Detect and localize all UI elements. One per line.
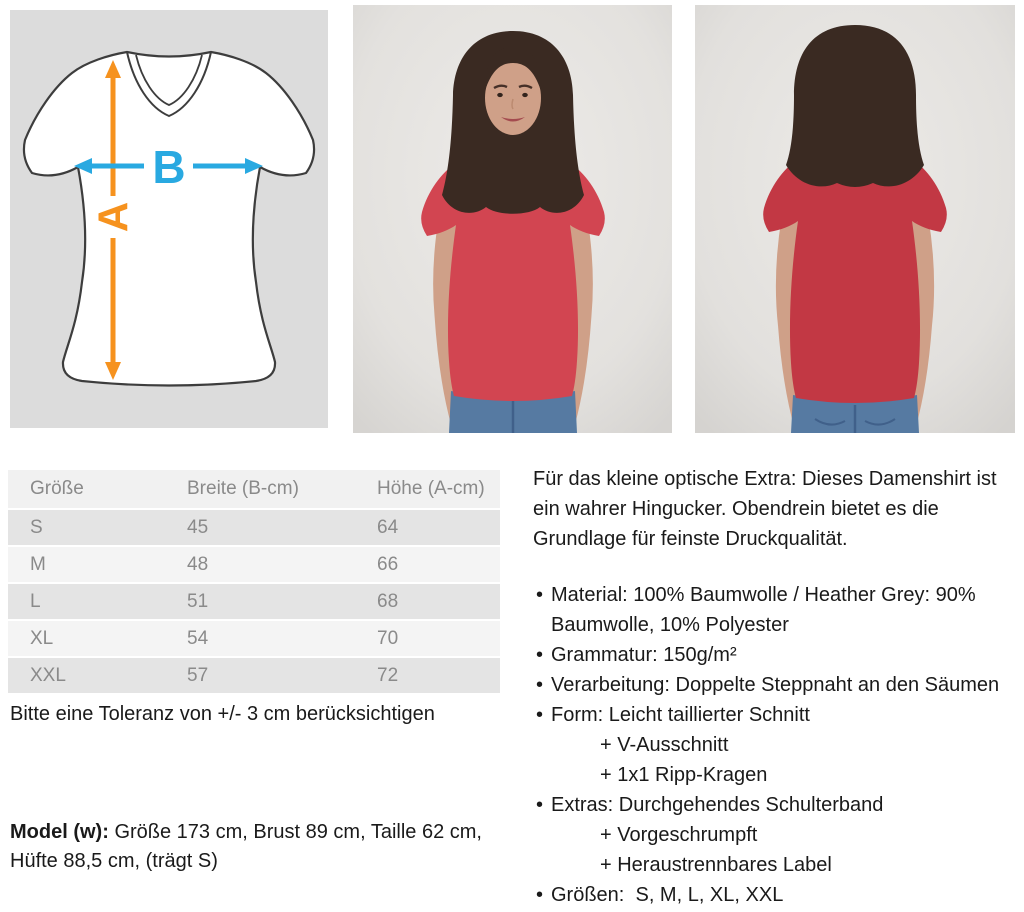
cell-height: 64: [377, 510, 500, 545]
cell-height: 66: [377, 547, 500, 582]
cell-height: 72: [377, 658, 500, 693]
feature-material: • Material: 100% Baumwolle / Heather Grey: 90% Baumwolle, 10% Polyester: [533, 580, 1019, 640]
cell-size: M: [8, 547, 187, 582]
model-info-text: Größe 173 cm, Brust 89 cm, Taille 62 cm, Hüfte 88,5 cm, (trägt S): [10, 821, 482, 872]
cell-height: 68: [377, 584, 500, 619]
size-table-header-row: [8, 470, 500, 508]
model-info: [10, 818, 492, 876]
cell-width: 57: [187, 658, 377, 693]
feature-list: [533, 580, 1019, 910]
feature-groessen: • Größen: S, M, L, XL, XXL: [533, 880, 1019, 910]
cell-size: S: [8, 510, 187, 545]
size-diagram-panel: [10, 10, 328, 428]
cell-width: 54: [187, 621, 377, 656]
width-label: B: [152, 141, 186, 193]
hair: [786, 25, 924, 187]
feature-v-ausschnitt: + V-Ausschnitt: [600, 734, 729, 756]
description-intro: Für das kleine optische Extra: Dieses Damenshirt ist ein wahrer Hingucker. Obendrein bietet es die Grundlage für feinste Druckqualität.: [533, 468, 997, 550]
feature-verarbeitung: • Verarbeitung: Doppelte Steppnaht an den Säumen: [533, 670, 1019, 700]
model-back-illustration: [695, 5, 1015, 433]
feature-form: • Form: Leicht taillierter Schnitt: [533, 700, 1019, 730]
cell-width: 48: [187, 547, 377, 582]
cell-height: 70: [377, 621, 500, 656]
size-table: [8, 468, 500, 695]
cell-width: 51: [187, 584, 377, 619]
feature-vorgeschrumpft: + Vorgeschrumpft: [600, 824, 758, 846]
table-row: [8, 658, 500, 693]
cell-size: XL: [8, 621, 187, 656]
table-row: [8, 547, 500, 582]
feature-label: + Heraustrennbares Label: [600, 854, 832, 876]
table-row: [8, 621, 500, 656]
cell-size: L: [8, 584, 187, 619]
tshirt-outline: [24, 52, 314, 386]
feature-extras: • Extras: Durchgehendes Schulterband: [533, 790, 1019, 820]
feature-ripp-kragen: + 1x1 Ripp-Kragen: [600, 764, 768, 786]
col-header-width: Breite (B-cm): [187, 470, 377, 508]
model-photo-front: [353, 5, 672, 433]
right-eye: [522, 93, 528, 97]
left-eye: [497, 93, 503, 97]
height-label: A: [89, 201, 137, 233]
model-photo-back: [695, 5, 1015, 433]
col-header-height: Höhe (A-cm): [377, 470, 500, 508]
table-row: [8, 510, 500, 545]
tshirt-measurement-diagram: [10, 10, 328, 428]
product-description: [533, 464, 1019, 910]
model-info-label: Model (w):: [10, 821, 109, 843]
feature-grammatur: • Grammatur: 150g/m²: [533, 640, 1019, 670]
cell-width: 45: [187, 510, 377, 545]
col-header-size: Größe: [8, 470, 187, 508]
cell-size: XXL: [8, 658, 187, 693]
model-front-illustration: [353, 5, 672, 433]
tolerance-note: Bitte eine Toleranz von +/- 3 cm berücksichtigen: [10, 703, 435, 725]
table-row: [8, 584, 500, 619]
